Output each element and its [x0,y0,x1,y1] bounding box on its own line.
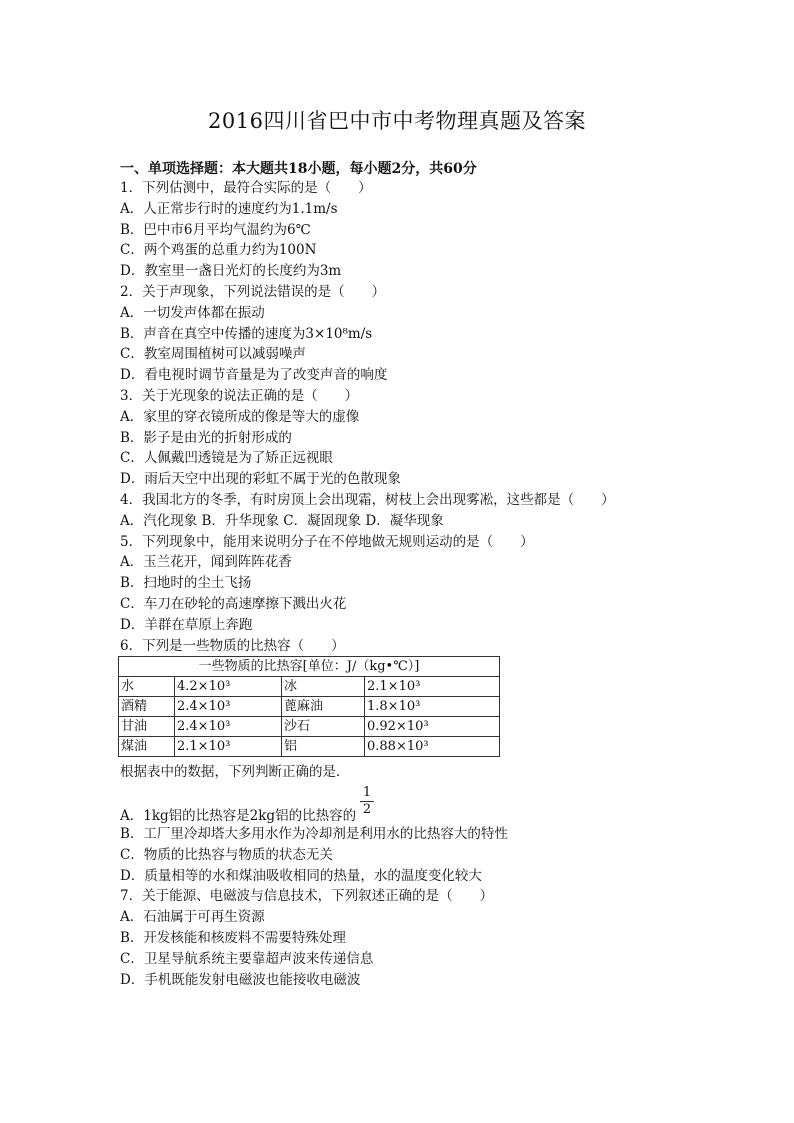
text-line: C．车刀在砂轮的高速摩擦下溅出火花 [120,595,347,612]
table-row [119,737,500,757]
table-cell: 水 [119,677,175,697]
question-block-2 [120,824,740,990]
table-cell: 冰 [282,677,365,697]
text-line: 7．关于能源、电磁波与信息技术，下列叙述正确的是（ ） [120,888,494,905]
fraction-denominator: 2 [362,802,372,817]
text-line: 根据表中的数据，下列判断正确的是． [120,764,350,780]
table-cell: 沙石 [282,717,365,737]
text-line: D．教室里一盏日光灯的长度约为3m [120,263,342,280]
text-line: A．玉兰花开，闻到阵阵花香 [120,554,292,571]
text-line: A．石油属于可再生资源 [120,909,265,926]
text-line: 3．关于光现象的说法正确的是（ ） [120,387,359,404]
text-line: A．人正常步行时的速度约为1.1m/s [120,200,338,217]
table-row [119,697,500,717]
text-line: C．卫星导航系统主要靠超声波来传递信息 [120,950,374,967]
table-cell: 4.2×10³ [175,677,282,697]
table-cell: 2.1×10³ [175,737,282,757]
table-cell: 1.8×10³ [365,697,500,717]
table-row [119,677,500,697]
table-cell: 酒精 [119,697,175,717]
text-line: 1．下列估测中，最符合实际的是（ ） [120,180,372,196]
text-line: D．手机既能发射电磁波也能接收电磁波 [120,971,361,988]
text-line: D．看电视时调节音量是为了改变声音的响度 [120,367,388,384]
question-6-prompt [120,762,740,783]
table-cell: 蓖麻油 [282,697,365,717]
text-line: B．工厂里冷却塔大多用水作为冷却剂是利用水的比热容大的特性 [120,826,508,842]
text-line: C．两个鸡蛋的总重力约为100N [120,242,317,259]
table-cell: 0.92×10³ [365,717,500,737]
table-cell: 0.88×10³ [365,737,500,757]
table-caption: 一些物质的比热容[单位：J/（kg•℃）] [119,657,500,677]
table-cell: 煤油 [119,737,175,757]
specific-heat-table [118,656,500,757]
table-cell: 铝 [282,737,365,757]
table-row [119,717,500,737]
table-cell: 2.4×10³ [175,697,282,717]
text-line: B．影子是由光的折射形成的 [120,429,292,446]
text-line: B．巴中市6月平均气温约为6℃ [120,221,311,238]
table-cell: 2.1×10³ [365,677,500,697]
fraction-numerator: 1 [362,785,372,800]
text-line: B．开发核能和核废料不需要特殊处理 [120,929,346,946]
text-line: D．羊群在草原上奔跑 [120,616,253,633]
section-heading: 一、单项选择题：本大题共18小题，每小题2分，共60分 [120,161,477,177]
text-line: 6．下列是一些物质的比热容（ ） [120,637,345,654]
table-cell: 2.4×10³ [175,717,282,737]
text-line: A．汽化现象 B．升华现象 C．凝固现象 D．凝华现象 [120,512,444,529]
text-line: B．声音在真空中传播的速度为3×10⁸m/s [120,325,373,342]
text-line: C．教室周围植树可以减弱噪声 [120,346,306,363]
text-line: B．扫地时的尘土飞扬 [120,575,252,592]
page-title: 2016四川省巴中市中考物理真题及答案 [208,109,586,133]
text-line: A．家里的穿衣镜所成的像是等大的虚像 [120,408,360,425]
option-a-q6: A．1kg铝的比热容是2kg铝的比热容的 [120,808,357,824]
text-line: D．雨后天空中出现的彩虹不属于光的色散现象 [120,471,401,488]
text-line: C．人佩戴凹透镜是为了矫正远视眼 [120,450,333,467]
text-line: C．物质的比热容与物质的状态无关 [120,846,333,863]
table-cell: 甘油 [119,717,175,737]
text-line: 5．下列现象中，能用来说明分子在不停地做无规则运动的是（ ） [120,533,534,550]
text-line: A．一切发声体都在振动 [120,304,265,321]
text-line: D．质量相等的水和煤油吸收相同的热量，水的温度变化较大 [120,867,482,884]
question-block-1 [120,178,740,656]
fraction-one-half [360,786,374,817]
table-header-row [119,657,500,677]
text-line: 2．关于声现象，下列说法错误的是（ ） [120,283,386,300]
text-line: 4．我国北方的冬季，有时房顶上会出现霜，树枝上会出现雾凇，这些都是（ ） [120,491,615,508]
